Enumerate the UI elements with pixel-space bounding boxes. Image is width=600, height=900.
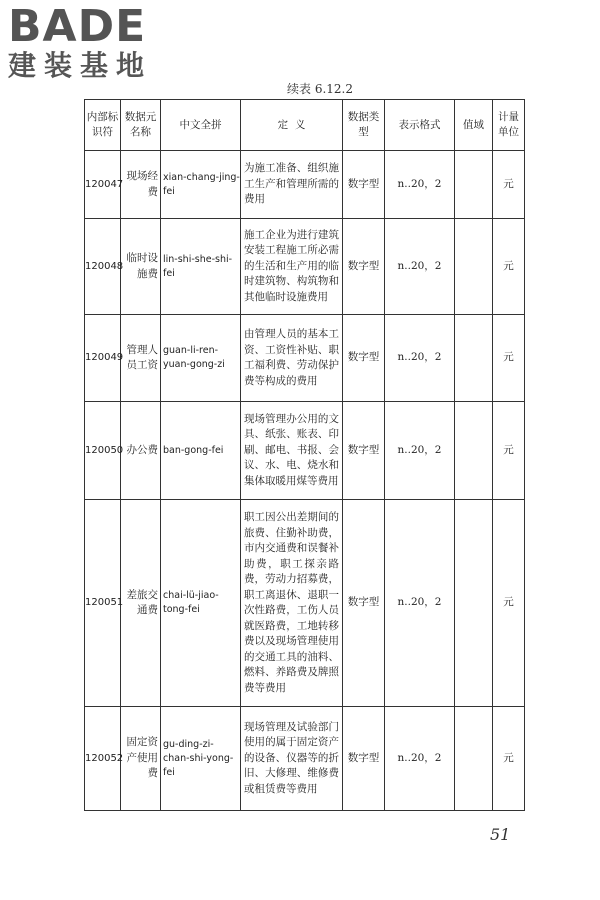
cell-id: 120050 xyxy=(85,402,121,500)
cell-domain xyxy=(455,219,493,315)
cell-pinyin: ban-gong-fei xyxy=(161,402,241,500)
cell-name: 差旅交通费 xyxy=(121,500,161,707)
cell-domain xyxy=(455,402,493,500)
table-row xyxy=(85,402,525,500)
cell-format: n..20，2 xyxy=(385,151,455,219)
table-caption: 续表 6.12.2 xyxy=(287,82,353,96)
cell-id: 120051 xyxy=(85,500,121,707)
cell-name: 临时设施费 xyxy=(121,219,161,315)
cell-type: 数字型 xyxy=(343,402,385,500)
header-type: 数据类型 xyxy=(343,100,385,151)
cell-unit: 元 xyxy=(493,151,525,219)
cell-unit: 元 xyxy=(493,402,525,500)
cell-pinyin: chai-lü-jiao-tong-fei xyxy=(161,500,241,707)
cell-definition: 由管理人员的基本工资、工资性补贴、职工福利费、劳动保护费等构成的费用 xyxy=(241,315,343,402)
cell-type: 数字型 xyxy=(343,500,385,707)
header-definition: 定 义 xyxy=(241,100,343,151)
table-row xyxy=(85,151,525,219)
cell-domain xyxy=(455,151,493,219)
cell-unit: 元 xyxy=(493,219,525,315)
header-row xyxy=(85,100,525,151)
table-row xyxy=(85,707,525,811)
header-unit: 计量单位 xyxy=(493,100,525,151)
cell-type: 数字型 xyxy=(343,151,385,219)
cell-format: n..20，2 xyxy=(385,500,455,707)
cell-id: 120047 xyxy=(85,151,121,219)
cell-pinyin: gu-ding-zi-chan-shi-yong-fei xyxy=(161,707,241,811)
cell-name: 固定资产使用费 xyxy=(121,707,161,811)
cell-definition: 施工企业为进行建筑安装工程施工所必需的生活和生产用的临时建筑物、构筑物和其他临时设施费用 xyxy=(241,219,343,315)
logo xyxy=(8,1,178,82)
cell-definition: 职工因公出差期间的旅费、住勤补助费，市内交通费和误餐补助费，职工探亲路费，劳动力招募费，职工离退休、退职一次性路费，工伤人员就医路费，工地转移费以及现场管理使用的交通工具的油料、燃料、养路费及牌照费等费用 xyxy=(241,500,343,707)
header-domain: 值域 xyxy=(455,100,493,151)
cell-unit: 元 xyxy=(493,500,525,707)
cell-name: 管理人员工资 xyxy=(121,315,161,402)
cell-domain xyxy=(455,707,493,811)
table-row xyxy=(85,315,525,402)
cell-id: 120048 xyxy=(85,219,121,315)
cell-type: 数字型 xyxy=(343,219,385,315)
table-row xyxy=(85,500,525,707)
cell-pinyin: xian-chang-jing-fei xyxy=(161,151,241,219)
cell-domain xyxy=(455,500,493,707)
cell-id: 120052 xyxy=(85,707,121,811)
cell-name: 办公费 xyxy=(121,402,161,500)
cell-format: n..20，2 xyxy=(385,402,455,500)
cell-pinyin: lin-shi-she-shi-fei xyxy=(161,219,241,315)
page-number: 51 xyxy=(490,825,511,844)
cell-unit: 元 xyxy=(493,315,525,402)
cell-id: 120049 xyxy=(85,315,121,402)
cell-format: n..20，2 xyxy=(385,707,455,811)
cell-domain xyxy=(455,315,493,402)
header-pinyin: 中文全拼 xyxy=(161,100,241,151)
logo-brand: BADE xyxy=(8,1,147,52)
cell-definition: 为施工准备、组织施工生产和管理所需的费用 xyxy=(241,151,343,219)
cell-name: 现场经费 xyxy=(121,151,161,219)
cell-type: 数字型 xyxy=(343,315,385,402)
header-format: 表示格式 xyxy=(385,100,455,151)
header-id: 内部标识符 xyxy=(85,100,121,151)
header-name: 数据元名称 xyxy=(121,100,161,151)
cell-format: n..20，2 xyxy=(385,315,455,402)
cell-unit: 元 xyxy=(493,707,525,811)
data-element-table xyxy=(84,99,525,811)
cell-definition: 现场管理及试验部门使用的属于固定资产的设备、仪器等的折旧、大修理、维修费或租赁费等费用 xyxy=(241,707,343,811)
cell-format: n..20，2 xyxy=(385,219,455,315)
cell-type: 数字型 xyxy=(343,707,385,811)
cell-definition: 现场管理办公用的文具、纸张、账表、印刷、邮电、书报、会议、水、电、烧水和集体取暖用煤等费用 xyxy=(241,402,343,500)
table-row xyxy=(85,219,525,315)
logo-subtitle: 建装基地 xyxy=(8,49,153,82)
cell-pinyin: guan-li-ren-yuan-gong-zi xyxy=(161,315,241,402)
